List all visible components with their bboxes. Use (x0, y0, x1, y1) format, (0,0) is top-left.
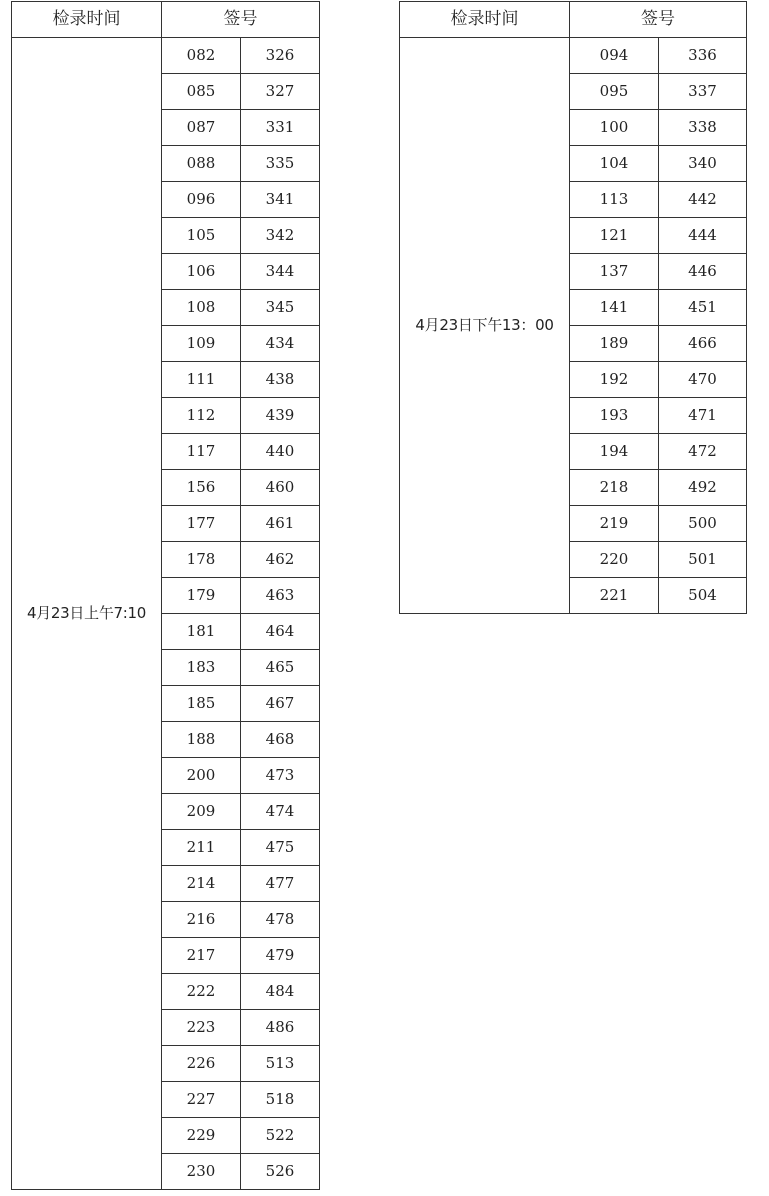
draw-number-cell-second: 434 (241, 326, 320, 362)
draw-number-cell-second: 474 (241, 794, 320, 830)
draw-number-cell-first: 223 (162, 1010, 241, 1046)
draw-number-cell-second: 467 (241, 686, 320, 722)
draw-number-cell-first: 192 (570, 362, 659, 398)
header-draw-number: 签号 (162, 2, 320, 38)
draw-number-cell-second: 338 (659, 110, 747, 146)
draw-number-cell-first: 104 (570, 146, 659, 182)
draw-number-cell-second: 501 (659, 542, 747, 578)
draw-number-cell-second: 340 (659, 146, 747, 182)
header-row (12, 2, 320, 38)
draw-number-cell-second: 475 (241, 830, 320, 866)
draw-number-cell-second: 438 (241, 362, 320, 398)
draw-number-cell-second: 500 (659, 506, 747, 542)
draw-number-cell-second: 473 (241, 758, 320, 794)
draw-number-cell-second: 462 (241, 542, 320, 578)
draw-number-cell-second: 326 (241, 38, 320, 74)
draw-number-cell-first: 106 (162, 254, 241, 290)
draw-number-cell-second: 451 (659, 290, 747, 326)
schedule-table-afternoon (399, 1, 747, 614)
draw-number-cell-first: 219 (570, 506, 659, 542)
draw-number-cell-first: 221 (570, 578, 659, 614)
draw-number-cell-first: 141 (570, 290, 659, 326)
draw-number-cell-second: 442 (659, 182, 747, 218)
draw-number-cell-first: 200 (162, 758, 241, 794)
draw-number-cell-second: 518 (241, 1082, 320, 1118)
draw-number-cell-first: 087 (162, 110, 241, 146)
draw-number-cell-first: 226 (162, 1046, 241, 1082)
draw-number-cell-first: 218 (570, 470, 659, 506)
draw-number-cell-second: 342 (241, 218, 320, 254)
draw-number-cell-second: 526 (241, 1154, 320, 1190)
draw-number-cell-second: 471 (659, 398, 747, 434)
draw-number-cell-first: 178 (162, 542, 241, 578)
draw-number-cell-second: 479 (241, 938, 320, 974)
draw-number-cell-second: 331 (241, 110, 320, 146)
draw-number-cell-first: 082 (162, 38, 241, 74)
draw-number-cell-second: 486 (241, 1010, 320, 1046)
draw-number-cell-first: 177 (162, 506, 241, 542)
draw-number-cell-first: 209 (162, 794, 241, 830)
header-row (400, 2, 747, 38)
draw-number-cell-second: 466 (659, 326, 747, 362)
draw-number-cell-first: 217 (162, 938, 241, 974)
draw-number-cell-second: 513 (241, 1046, 320, 1082)
draw-number-cell-second: 327 (241, 74, 320, 110)
check-in-time: 4月23日下午13：00 (400, 38, 570, 614)
draw-number-cell-first: 117 (162, 434, 241, 470)
draw-number-cell-first: 105 (162, 218, 241, 254)
schedule-table-morning-body (12, 2, 320, 1190)
draw-number-cell-first: 112 (162, 398, 241, 434)
header-check-in-time: 检录时间 (12, 2, 162, 38)
draw-number-cell-second: 468 (241, 722, 320, 758)
draw-number-cell-first: 227 (162, 1082, 241, 1118)
draw-number-cell-first: 230 (162, 1154, 241, 1190)
draw-number-cell-second: 337 (659, 74, 747, 110)
schedule-table-morning (11, 1, 320, 1190)
draw-number-cell-second: 460 (241, 470, 320, 506)
draw-number-cell-first: 214 (162, 866, 241, 902)
draw-number-cell-first: 094 (570, 38, 659, 74)
draw-number-cell-first: 194 (570, 434, 659, 470)
draw-number-cell-first: 088 (162, 146, 241, 182)
schedule-table-afternoon-body (400, 2, 747, 614)
draw-number-cell-second: 444 (659, 218, 747, 254)
draw-number-cell-first: 137 (570, 254, 659, 290)
draw-number-cell-first: 185 (162, 686, 241, 722)
draw-number-cell-second: 341 (241, 182, 320, 218)
draw-number-cell-second: 504 (659, 578, 747, 614)
draw-number-cell-first: 188 (162, 722, 241, 758)
draw-number-cell-second: 472 (659, 434, 747, 470)
draw-number-cell-second: 492 (659, 470, 747, 506)
draw-number-cell-first: 222 (162, 974, 241, 1010)
draw-number-cell-first: 181 (162, 614, 241, 650)
draw-number-cell-second: 446 (659, 254, 747, 290)
draw-number-cell-second: 522 (241, 1118, 320, 1154)
draw-number-cell-second: 484 (241, 974, 320, 1010)
draw-number-cell-first: 108 (162, 290, 241, 326)
check-in-time: 4月23日上午7:10 (12, 38, 162, 1190)
draw-number-cell-first: 109 (162, 326, 241, 362)
header-check-in-time: 检录时间 (400, 2, 570, 38)
draw-number-cell-first: 216 (162, 902, 241, 938)
draw-number-cell-second: 439 (241, 398, 320, 434)
draw-number-cell-first: 220 (570, 542, 659, 578)
draw-number-cell-first: 111 (162, 362, 241, 398)
draw-number-cell-first: 193 (570, 398, 659, 434)
draw-number-cell-second: 477 (241, 866, 320, 902)
table-row (12, 38, 320, 74)
table-row (400, 38, 747, 74)
draw-number-cell-second: 440 (241, 434, 320, 470)
draw-number-cell-first: 095 (570, 74, 659, 110)
draw-number-cell-second: 344 (241, 254, 320, 290)
draw-number-cell-second: 335 (241, 146, 320, 182)
header-draw-number: 签号 (570, 2, 747, 38)
draw-number-cell-second: 461 (241, 506, 320, 542)
draw-number-cell-first: 121 (570, 218, 659, 254)
draw-number-cell-second: 463 (241, 578, 320, 614)
draw-number-cell-second: 464 (241, 614, 320, 650)
draw-number-cell-first: 113 (570, 182, 659, 218)
draw-number-cell-first: 156 (162, 470, 241, 506)
draw-number-cell-first: 085 (162, 74, 241, 110)
draw-number-cell-second: 478 (241, 902, 320, 938)
draw-number-cell-first: 229 (162, 1118, 241, 1154)
draw-number-cell-first: 100 (570, 110, 659, 146)
draw-number-cell-second: 345 (241, 290, 320, 326)
draw-number-cell-first: 183 (162, 650, 241, 686)
draw-number-cell-second: 336 (659, 38, 747, 74)
draw-number-cell-first: 189 (570, 326, 659, 362)
draw-number-cell-first: 211 (162, 830, 241, 866)
draw-number-cell-first: 096 (162, 182, 241, 218)
draw-number-cell-first: 179 (162, 578, 241, 614)
draw-number-cell-second: 470 (659, 362, 747, 398)
draw-number-cell-second: 465 (241, 650, 320, 686)
